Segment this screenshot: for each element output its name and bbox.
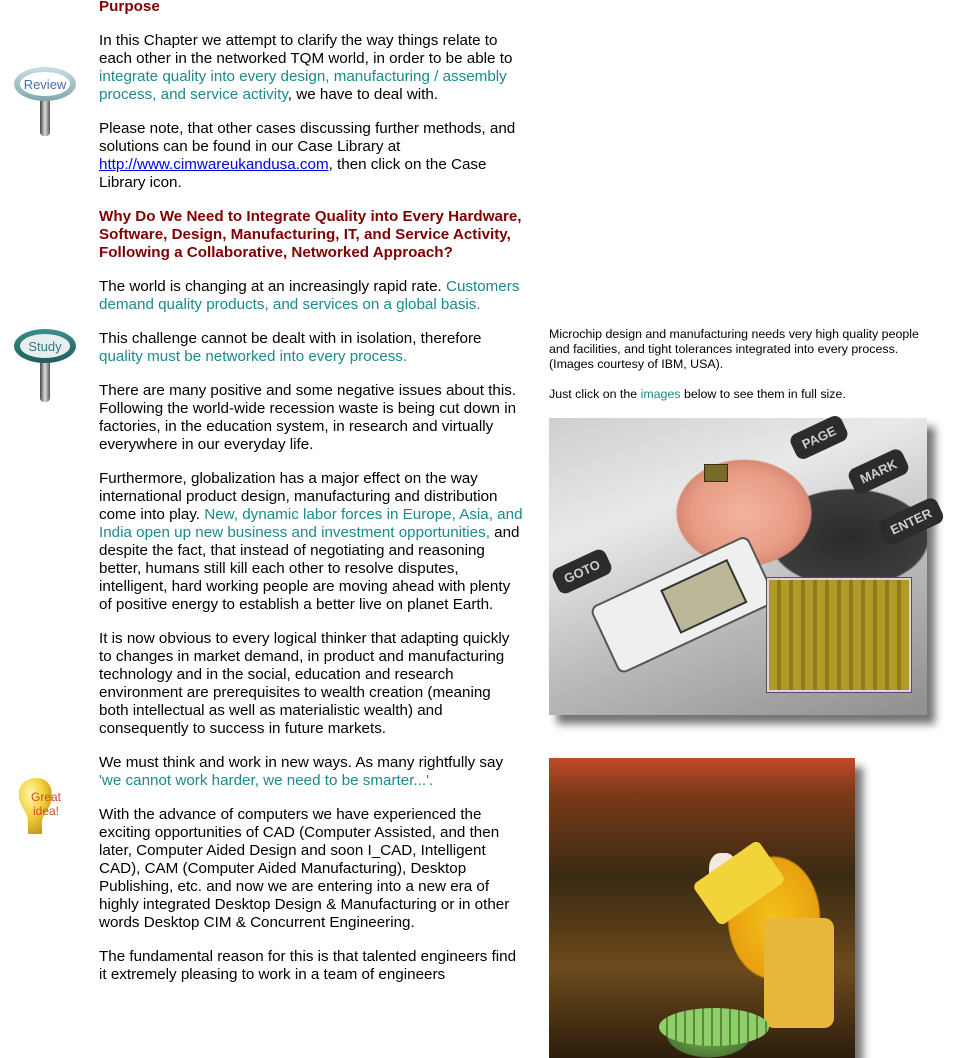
- images-link[interactable]: images: [640, 387, 681, 401]
- robot-arm: [692, 840, 786, 927]
- idea-label-line2: idea!: [32, 804, 60, 818]
- purpose-paragraph-1: [99, 32, 524, 104]
- review-label: Review: [23, 77, 67, 92]
- text: We must think and work in new ways. As many rightfully say: [99, 754, 504, 771]
- highlight-text: Customers demand quality products, and services on a global basis.: [99, 278, 520, 313]
- keypad-key: MARK: [846, 447, 911, 496]
- robot-base: [764, 918, 834, 1028]
- tiny-chip: [704, 464, 728, 482]
- highlight-text: 'we cannot work harder, we need to be smarter...'.: [99, 772, 434, 789]
- keypad-key: PAGE: [788, 413, 850, 461]
- text: , we have to deal with.: [287, 86, 439, 103]
- lightbulb-idea-icon: [16, 776, 72, 838]
- chip-die-inset: [767, 578, 911, 692]
- review-magnifier-icon: [12, 64, 78, 142]
- text: In this Chapter we attempt to clarify the way things relate to each other in the networked TQM world, in order to be able to: [99, 32, 513, 67]
- gps-device: [589, 534, 778, 675]
- text: The world is changing at an increasingly rapid rate.: [99, 278, 446, 295]
- text: , then click on the Case Library icon.: [99, 156, 487, 191]
- highlight-text: quality must be networked into every process.: [99, 348, 408, 365]
- text: below to see them in full size.: [680, 387, 846, 401]
- main-content: [99, 0, 524, 1000]
- why-paragraph-4: [99, 470, 524, 614]
- study-magnifier-icon: [12, 326, 78, 408]
- microchip-photo[interactable]: [549, 418, 935, 715]
- case-library-link[interactable]: http://www.cimwareukandusa.com: [99, 156, 329, 173]
- sidebar-caption: Microchip design and manufacturing needs very high quality people and facilities, and tight tolerances integrated into every process. (Images courtesy of IBM, USA).: [549, 327, 919, 371]
- text: Please note, that other cases discussing further methods, and solutions can be found in our Case Library at: [99, 120, 516, 155]
- keypad-key: GOTO: [550, 547, 614, 596]
- purpose-paragraph-2: [99, 120, 524, 192]
- idea-label-line1: Great: [30, 790, 62, 804]
- why-paragraph-5: It is now obvious to every logical thinker that adapting quickly to changes in market demand, in product and manufacturing technology and in the social, education and research environment are prerequisites to wealth creation (meaning both intellectual as well as materialistic wealth) and consequently to success in future markets.: [99, 630, 510, 737]
- why-paragraph-3: There are many positive and some negative issues about this. Following the world-wide recession waste is being cut down in factories, in the education system, in research and virtually everywhere in our everyday life.: [99, 382, 517, 453]
- why-paragraph-6: [99, 754, 524, 790]
- text: Just click on the: [549, 387, 641, 401]
- sidebar-instruction: [549, 387, 929, 402]
- gps-screen: [660, 559, 747, 634]
- silicon-wafer: [659, 1008, 769, 1046]
- study-label: Study: [28, 339, 62, 354]
- keypad-key: ENTER: [876, 496, 945, 548]
- text: Furthermore, globalization has a major effect on the way international product design, manufacturing and distribution come into play.: [99, 470, 498, 523]
- why-paragraph-1: [99, 278, 524, 314]
- purpose-heading: Purpose: [99, 0, 160, 15]
- text: and despite the fact, that instead of negotiating and reasoning better, humans still kill each other to resolve disputes, intelligent, hard working people are moving ahead with plenty of positive energy to establish a better live on planet Earth.: [99, 524, 520, 613]
- why-heading: Why Do We Need to Integrate Quality into Every Hardware, Software, Design, Manufacturing, IT, and Service Activity, Following a Collaborative, Networked Approach?: [99, 208, 522, 261]
- why-paragraph-7: With the advance of computers we have experienced the exciting opportunities of CAD (Computer Assisted, and then later, Computer Aided Design and soon I_CAD, Intelligent CAD), CAM (Computer Aided Manufacturing), Desktop Publishing, etc. and now we are entering into a new era of highly integrated Desktop Design & Manufacturing or in other words Desktop CIM & Concurrent Engineering.: [99, 806, 510, 931]
- why-paragraph-2: [99, 330, 524, 366]
- why-paragraph-8: The fundamental reason for this is that talented engineers find it extremely pleasing to work in a team of engineers: [99, 948, 517, 983]
- text: This challenge cannot be dealt with in isolation, therefore: [99, 330, 482, 347]
- highlight-text: integrate quality into every design, manufacturing / assembly process, and service activity: [99, 68, 507, 103]
- cleanroom-robot-photo[interactable]: [549, 758, 855, 1058]
- sidebar: [549, 327, 929, 417]
- highlight-text: New, dynamic labor forces in Europe, Asia, and India open up new business and investment opportunities,: [99, 506, 523, 541]
